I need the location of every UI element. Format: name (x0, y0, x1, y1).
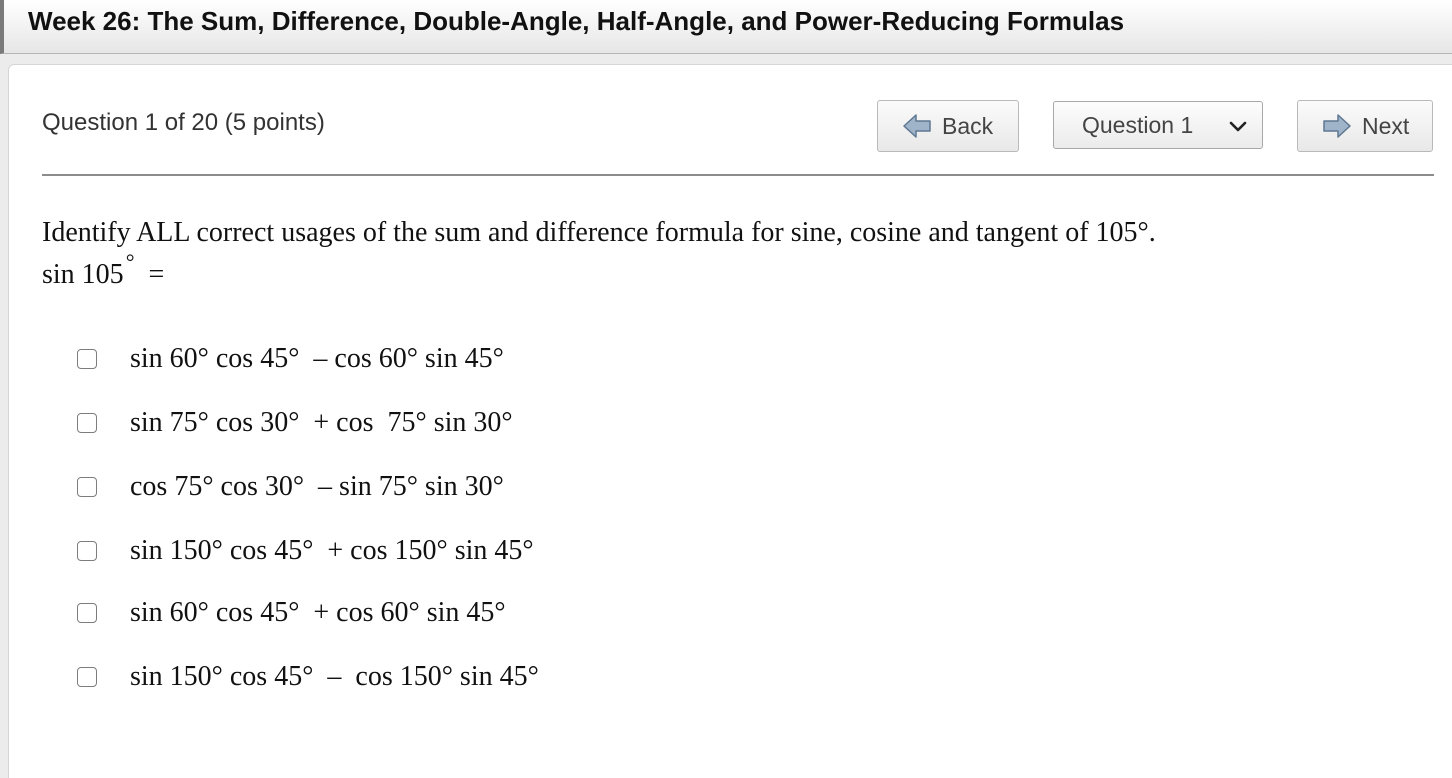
next-button-label: Next (1362, 112, 1410, 139)
question-expression (42, 249, 165, 291)
answer-checkbox[interactable] (77, 477, 97, 497)
chevron-down-icon (1228, 116, 1248, 136)
question-panel (8, 64, 1452, 778)
answer-label: sin 150° cos 45° – cos 150° sin 45° (130, 661, 539, 692)
answer-option-5[interactable] (77, 593, 506, 633)
header-divider (42, 174, 1434, 176)
page-title: Week 26: The Sum, Difference, Double-Angle, Half-Angle, and Power-Reducing Formulas (28, 6, 1125, 36)
back-button-label: Back (942, 112, 994, 139)
answer-label: sin 150° cos 45° + cos 150° sin 45° (130, 535, 534, 566)
question-select[interactable] (1053, 101, 1263, 149)
answer-checkbox[interactable] (77, 541, 97, 561)
answer-checkbox[interactable] (77, 667, 97, 687)
arrow-left-icon (902, 113, 932, 139)
back-button[interactable] (877, 100, 1019, 152)
answer-label: sin 60° cos 45° – cos 60° sin 45° (130, 343, 504, 374)
next-button[interactable] (1297, 100, 1433, 152)
answer-option-6[interactable] (77, 657, 539, 697)
question-prompt: Identify ALL correct usages of the sum and difference formula for sine, cosine and tangent of 105°. (42, 217, 1156, 248)
answer-label: sin 60° cos 45° + cos 60° sin 45° (130, 597, 506, 628)
answer-option-3[interactable] (77, 467, 504, 507)
arrow-right-icon (1322, 113, 1352, 139)
answer-option-4[interactable] (77, 531, 534, 571)
answer-checkbox[interactable] (77, 413, 97, 433)
answer-checkbox[interactable] (77, 349, 97, 369)
answer-option-2[interactable] (77, 403, 513, 443)
expression-text: sin 105 (42, 259, 124, 290)
title-bar (0, 0, 1452, 54)
question-select-value: Question 1 (1082, 111, 1194, 138)
answer-checkbox[interactable] (77, 603, 97, 623)
answer-label: cos 75° cos 30° – sin 75° sin 30° (130, 471, 504, 502)
question-counter: Question 1 of 20 (5 points) (42, 109, 325, 136)
answer-option-1[interactable] (77, 339, 504, 379)
degree-symbol: ° (125, 249, 135, 274)
answer-label: sin 75° cos 30° + cos 75° sin 30° (130, 407, 513, 438)
equals-sign: = (148, 259, 165, 290)
